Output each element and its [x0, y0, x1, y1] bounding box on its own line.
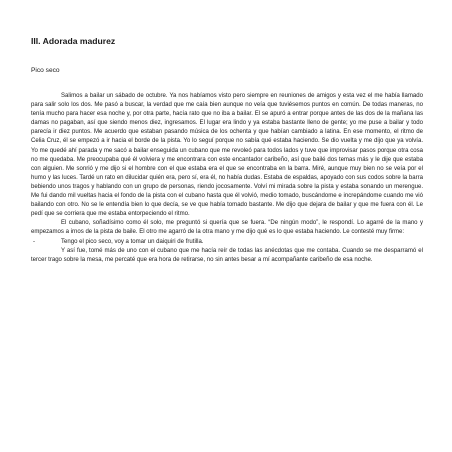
list-bullet: - [33, 238, 36, 245]
dialogue-list-item [31, 238, 423, 247]
document-page [31, 36, 423, 265]
list-item-text: Tengo el pico seco, voy a tomar un daiquiri de frutilla. [61, 238, 204, 245]
body-paragraph-1: Salimos a bailar un sábado de octubre. Ya nos habíamos visto pero siempre en reuniones de amigos y esta vez el me había llamado para salir solo los dos. Me pasó a buscar, la verdad que me caía bien aunque no veía que tuviésemos puntos en común. De todas maneras, no tenía mucho para hacer esa noche y, por otra parte, hacía rato que no iba a bailar. El se apuró a entrar porque antes de las dos de la mañana las damas no pagaban, así que siendo menos diez, ingresamos. El lugar era lindo y ya estaba bastante lleno de gente; yo me puse a bailar y todo parecía ir diez puntos. Me acuerdo que estaban pasando música de los ochenta y que habían cambiado a latina. En ese momento, el ritmo de Celia Cruz, él se empezó a ir hacia el borde de la pista. Yo lo seguí porque no sabía qué estaba haciendo. Se dio vuelta y me dijo que ya volvía. Yo me quedé ahí parada y me sacó a bailar enseguida un cubano que me revoleó para todos lados y tuve que improvisar pasos porque otra cosa no me quedaba. Me preocupaba qué él volviera y me encontrara con este encantador caribeño, así que bailé dos temas más y le dije que estaba con alguien. Me sonrió y me dijo si el hombre con el que estaba era el que se encontraba en la barra. Miré, aunque muy bien no se veía por el humo y las luces. Tardé un rato en dilucidar quién era, pero sí, era él, no había dudas. Estaba de espaldas, apoyado con sus codos sobre la barra bebiendo unos tragos y hablando con un grupo de personas, riendo jocosamente. Volví mi mirada sobre la pista y estaba sonando un merengue. Me fui dando mil vueltas hacia el fondo de la pista con el cubano hasta que él volvió, medio tomado, buscándome e increpándome cuando me vió bailando con otro. No se le entendía bien lo que decía, se ve que había tomado bastante. Me dijo que dejara de bailar y que me fuera con él. Le pedí que se corriera que me estaba entorpeciendo el ritmo. [31, 93, 423, 218]
closing-paragraph: Y así fue, tomé más de uno con el cubano que me hacía reír de todas las anécdotas que me contaba. Cuando se me desparramó el tercer trago sobre la mesa, me percaté que era hora de retirarse, no sin antes besar a mí acompañante caribeño de esa noche. [31, 247, 423, 263]
section-title: III. Adorada madurez [31, 36, 116, 46]
story-subtitle: Pico seco [31, 67, 60, 74]
body-paragraph-2: El cubano, soñadísimo como él solo, me preguntó si quería que se fuera. “De ningún modo”, le respondí. Lo agarré de la mano y empezamos a irnos de la pista de baile. El otro me agarró de la otra mano y me dijo qué es lo que estaba haciendo. Le contesté muy firme: [31, 220, 423, 236]
